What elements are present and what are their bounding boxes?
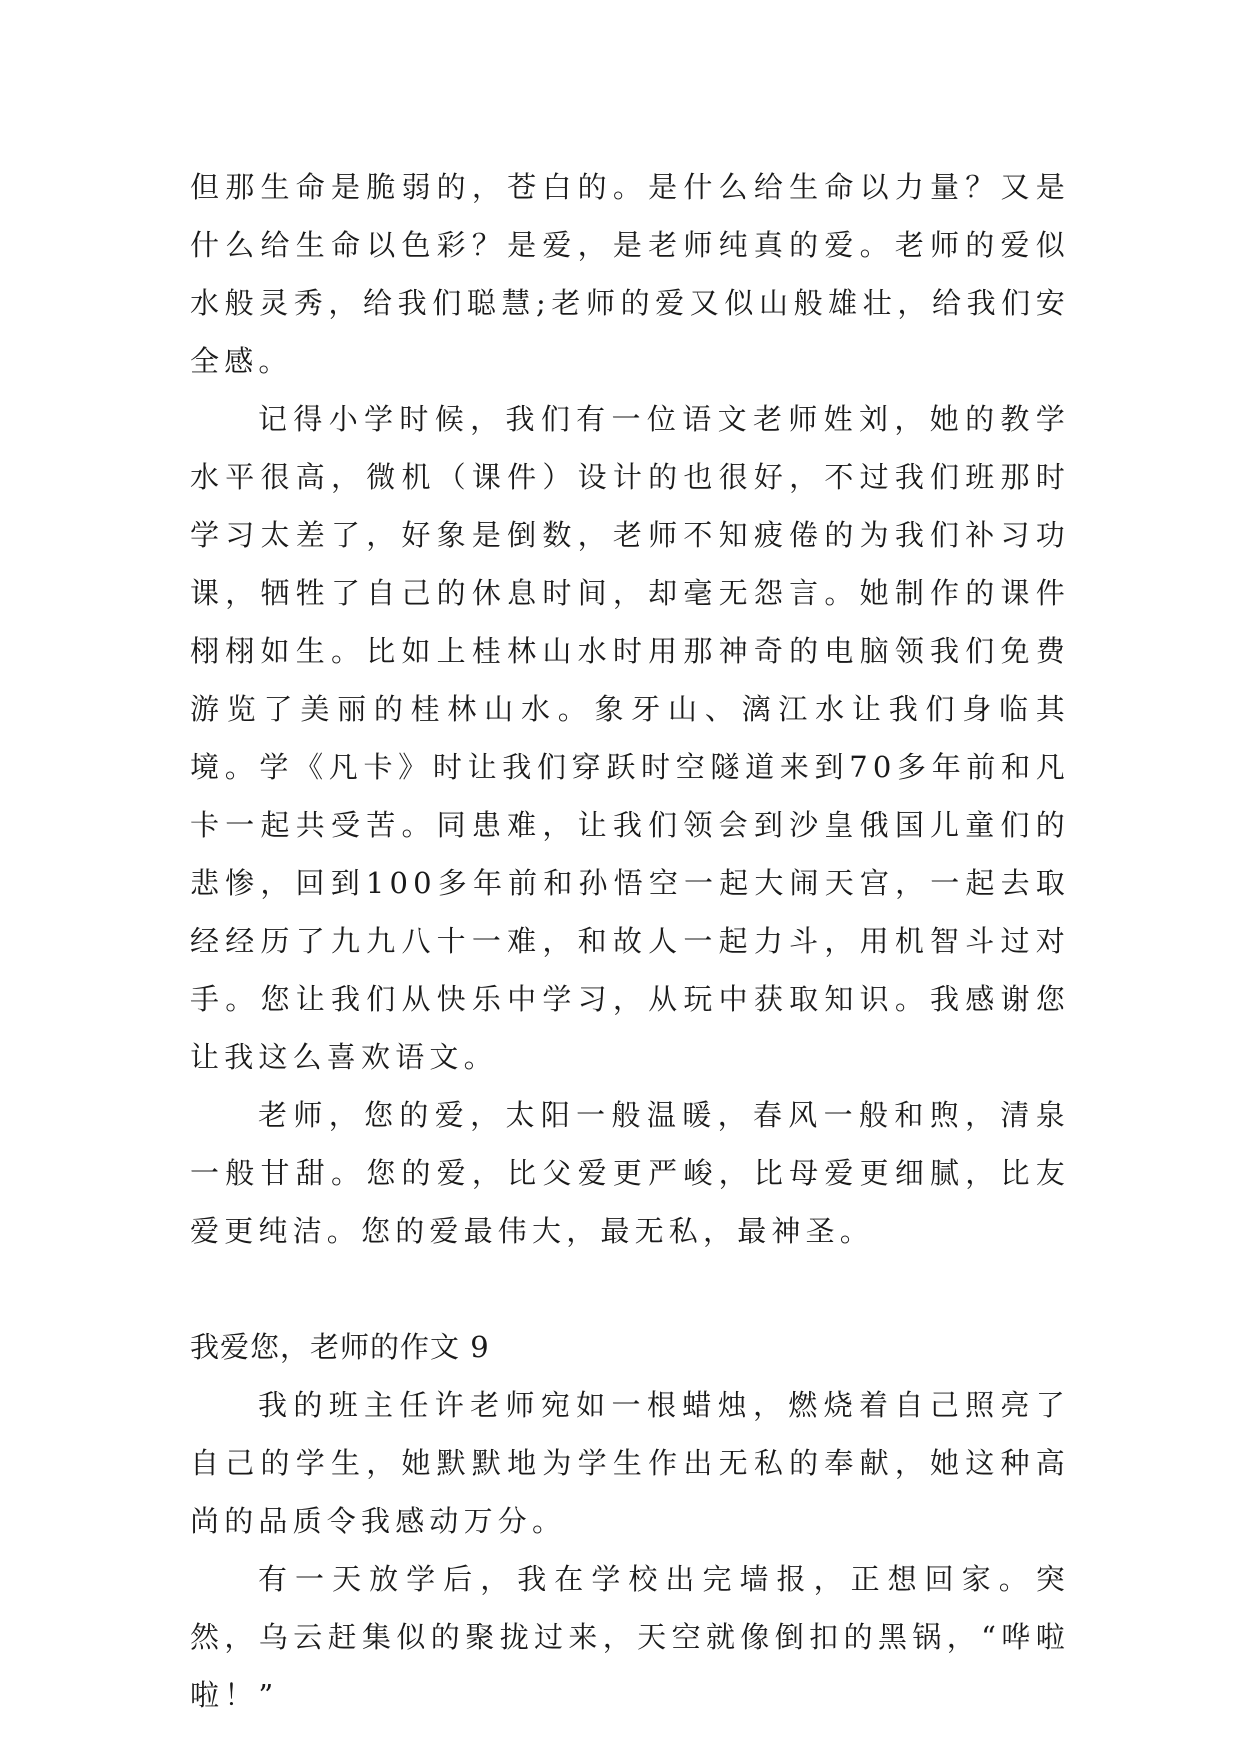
paragraph-candle: 我的班主任许老师宛如一根蜡烛，燃烧着自己照亮了自己的学生，她默默地为学生作出无私的奉献，她这种高尚的品质令我感动万分。	[190, 1388, 1070, 1538]
document-body	[190, 158, 1070, 1724]
paragraph-teacher-love: 老师，您的爱，太阳一般温暖，春风一般和煦，清泉一般甘甜。您的爱，比父爱更严峻，比母爱更细腻，比友爱更纯洁。您的爱最伟大，最无私，最神圣。	[190, 1098, 1070, 1248]
paragraph-continued: 但那生命是脆弱的，苍白的。是什么给生命以力量？又是什么给生命以色彩？是爱，是老师纯真的爱。老师的爱似水般灵秀，给我们聪慧;老师的爱又似山般雄壮，给我们安全感。	[190, 170, 1070, 378]
section-heading: 我爱您，老师的作文 9	[190, 1330, 490, 1364]
paragraph-teacher-liu: 记得小学时候，我们有一位语文老师姓刘，她的教学水平很高，微机（课件）设计的也很好，不过我们班那时学习太差了，好象是倒数，老师不知疲倦的为我们补习功课，牺牲了自己的休息时间，却毫无怨言。她制作的课件栩栩如生。比如上桂林山水时用那神奇的电脑领我们免费游览了美丽的桂林山水。象牙山、漓江水让我们身临其境。学《凡卡》时让我们穿跃时空隧道来到70多年前和凡卡一起共受苦。同患难，让我们领会到沙皇俄国儿童们的悲惨，回到100多年前和孙悟空一起大闹天宫，一起去取经经历了九九八十一难，和故人一起力斗，用机智斗过对手。您让我们从快乐中学习，从玩中获取知识。我感谢您让我这么喜欢语文。	[190, 402, 1070, 1074]
paragraph-rain: 有一天放学后，我在学校出完墙报，正想回家。突然，乌云赶集似的聚拢过来，天空就像倒扣的黑锅，“哗啦啦！”	[190, 1562, 1070, 1712]
